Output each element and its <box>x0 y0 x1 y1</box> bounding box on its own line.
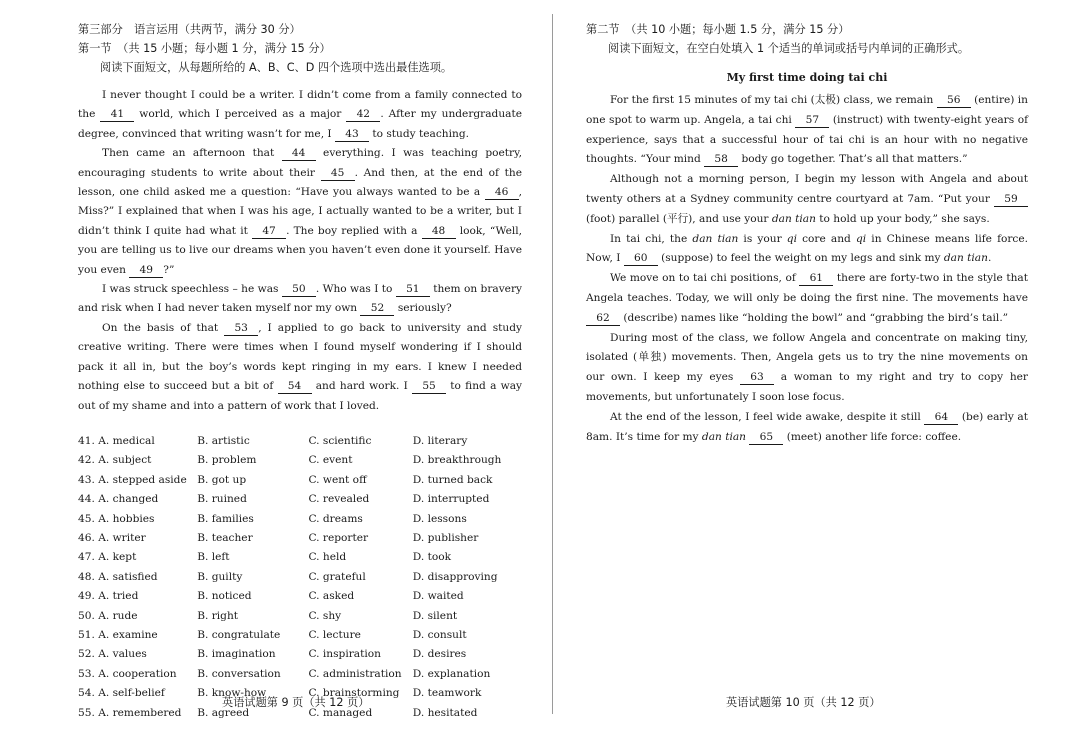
option-row <box>78 607 522 626</box>
blank-55: 55 <box>412 380 446 394</box>
fill-paragraph-4: We move on to tai chi positions, of 61 there are forty-two in the style that Angela teaches. Today, we will only be doing the first nine. The movements have 62 (describe) names like “holding the bowl” and “grabbing the bird’s tail.” <box>586 272 1028 324</box>
cloze-paragraph-4: On the basis of that 53 , I applied to go back to university and study creative writing. There were times when I found myself wondering if I should pack it all in, but the boy’s words kept ringing in my ears. I knew I needed nothing else to succeed but a bit of 54 and hard work. I 55 to find a way out of my shame and into a pattern of work that I loved. <box>78 321 522 412</box>
cloze-paragraph-2: Then came an afternoon that 44 everything. I was teaching poetry, encouraging students to write about their 45 . And then, at the end of the lesson, one child asked me a question: “Have you always wanted to be a 46 , Miss?” I explained that when I was his age, I actually wanted to be a writer, but I didn’t think I quite had what it 47 . The boy replied with a 48 look, “Well, you are telling us to live our dreams when you haven’t even done it yourself. Have you even 49 ?” <box>78 147 523 276</box>
option-c: C. revealed <box>308 493 370 506</box>
option-row <box>78 471 522 490</box>
option-c: C. grateful <box>308 570 366 583</box>
option-a: 46. A. writer <box>78 531 146 544</box>
option-row <box>78 432 522 451</box>
blank-54: 54 <box>278 380 312 394</box>
option-d: D. lessons <box>412 512 467 525</box>
option-b: B. ruined <box>197 493 247 506</box>
option-d: D. explanation <box>412 667 491 680</box>
blank-44: 44 <box>282 147 316 161</box>
option-a: 52. A. values <box>78 648 147 661</box>
blank-59: 59 <box>994 193 1028 207</box>
cloze-paragraph-1: I never thought I could be a writer. I didn’t come from a family connected to the 41 world, which I perceived as a major 42 . After my undergraduate degree, convinced that writing wasn’t for me, I 43 to study teaching. <box>78 89 522 140</box>
option-a: 42. A. subject <box>78 454 152 467</box>
fill-paragraph-6: At the end of the lesson, I feel wide awake, despite it still 64 (be) early at 8am. It’s time for my dan tian 65 (meet) another life force: coffee. <box>586 410 1029 443</box>
option-c: C. went off <box>308 473 367 486</box>
section-one-instruction: 阅读下面短文，从每题所给的 A、B、C、D 四个选项中选出最佳选项。 <box>100 61 453 74</box>
option-a: 44. A. changed <box>78 493 159 506</box>
option-d: D. waited <box>412 590 464 603</box>
passage-title: My first time doing tai chi <box>726 71 888 84</box>
option-b: B. got up <box>197 473 247 486</box>
option-b: B. right <box>197 609 239 622</box>
option-b: B. congratulate <box>197 628 281 641</box>
option-row <box>78 665 522 684</box>
option-a: 50. A. rude <box>78 609 138 622</box>
option-a: 48. A. satisfied <box>78 570 158 583</box>
fill-paragraph-5: During most of the class, we follow Angela and concentrate on making tiny, isolated (单独) movements. Then, Angela gets us to try the nine movements on our own. I keep my eyes 63 a woman to my right and try to copy her movements, but unfortunately I soon lose focus. <box>586 331 1028 403</box>
option-a: 54. A. self-belief <box>78 687 165 700</box>
blank-51: 51 <box>396 283 430 297</box>
grammar-fill-passage <box>586 91 1028 447</box>
option-row <box>78 645 522 664</box>
option-d: D. desires <box>412 648 467 661</box>
option-c: C. shy <box>308 609 342 622</box>
blank-42: 42 <box>346 108 380 122</box>
option-c: C. scientific <box>308 434 372 447</box>
option-a: 43. A. stepped aside <box>78 473 187 486</box>
option-b: B. left <box>197 551 230 564</box>
option-d: D. consult <box>412 628 467 641</box>
blank-64: 64 <box>924 411 958 425</box>
option-d: D. interrupted <box>412 493 490 506</box>
option-c: C. held <box>308 551 347 564</box>
option-b: B. noticed <box>197 590 252 603</box>
option-row <box>78 587 522 606</box>
option-c: C. asked <box>308 590 355 603</box>
option-b: B. conversation <box>197 667 281 680</box>
option-b: B. know-how <box>197 687 267 700</box>
option-row <box>78 626 522 645</box>
option-d: D. hesitated <box>412 706 478 719</box>
fill-paragraph-1: For the first 15 minutes of my tai chi (太极) class, we remain 56 (entire) in one spot to warm up. Angela, a tai chi 57 (instruct) with twenty-eight years of experience, says that a successful hour of tai chi is an hour with no negative thoughts. “Your mind 58 body go together. That’s all that matters.” <box>586 94 1029 166</box>
option-a: 41. A. medical <box>78 434 155 447</box>
option-d: D. breakthrough <box>412 454 502 467</box>
option-row <box>78 451 522 470</box>
blank-56: 56 <box>937 94 971 108</box>
option-d: D. teamwork <box>412 687 482 700</box>
blank-43: 43 <box>335 128 369 142</box>
blank-41: 41 <box>100 108 134 122</box>
blank-49: 49 <box>129 264 163 278</box>
blank-62: 62 <box>586 312 620 326</box>
option-b: B. guilty <box>197 570 243 583</box>
blank-53: 53 <box>224 322 258 336</box>
option-b: B. imagination <box>197 648 276 661</box>
option-b: B. teacher <box>197 531 253 544</box>
blank-60: 60 <box>624 252 658 266</box>
option-row <box>78 490 522 509</box>
option-a: 53. A. cooperation <box>78 667 177 680</box>
option-row <box>78 529 522 548</box>
blank-61: 61 <box>799 272 833 286</box>
blank-45: 45 <box>321 167 355 181</box>
blank-52: 52 <box>360 302 394 316</box>
option-c: C. administration <box>308 667 402 680</box>
fill-paragraph-2: Although not a morning person, I begin my lesson with Angela and about twenty others at a Sydney community centre courtyard at 7am. “Put your 59 (foot) parallel (平行), and use your dan tian to hold up your body,” she says. <box>586 173 1028 225</box>
option-d: D. disapproving <box>412 570 498 583</box>
answer-options <box>78 432 522 723</box>
section-two-instruction: 阅读下面短文，在空白处填入 1 个适当的单词或括号内单词的正确形式。 <box>608 42 970 55</box>
option-c: C. reporter <box>308 531 369 544</box>
part-title: 第三部分 语言运用（共两节，满分 30 分） <box>78 23 301 36</box>
option-a: 51. A. examine <box>78 628 158 641</box>
option-d: D. publisher <box>412 531 479 544</box>
option-row <box>78 510 522 529</box>
blank-46: 46 <box>485 186 519 200</box>
page-footer-10: 英语试题第 10 页（共 12 页） <box>726 696 881 709</box>
option-a: 47. A. kept <box>78 551 137 564</box>
option-d: D. took <box>412 551 452 564</box>
section-two-title: 第二节 （共 10 小题；每小题 1.5 分，满分 15 分） <box>586 23 850 36</box>
option-b: B. problem <box>197 454 257 467</box>
option-row <box>78 548 522 567</box>
page-footer-9: 英语试题第 9 页（共 12 页） <box>222 696 370 709</box>
option-a: 45. A. hobbies <box>78 512 155 525</box>
option-c: C. event <box>308 454 353 467</box>
fill-paragraph-3: In tai chi, the dan tian is your qi core and qi in Chinese means life force. Now, I 60 (suppose) to feel the weight on my legs and sink my dan tian. <box>586 232 1029 265</box>
option-c: C. lecture <box>308 628 361 641</box>
option-d: D. turned back <box>412 473 493 486</box>
blank-50: 50 <box>282 283 316 297</box>
option-c: C. brainstorming <box>308 687 400 700</box>
cloze-paragraph-3: I was struck speechless – he was 50 . Who was I to 51 them on bravery and risk when I had never taken myself nor my own 52 seriously? <box>78 283 523 315</box>
page-divider <box>552 14 553 714</box>
section-one-title: 第一节 （共 15 小题；每小题 1 分，满分 15 分） <box>78 42 331 55</box>
blank-57: 57 <box>795 114 829 128</box>
option-c: C. inspiration <box>308 648 381 661</box>
blank-47: 47 <box>252 225 286 239</box>
option-d: D. silent <box>412 609 458 622</box>
option-b: B. families <box>197 512 254 525</box>
blank-65: 65 <box>749 431 783 445</box>
option-c: C. managed <box>308 706 373 719</box>
right-page <box>556 0 1080 730</box>
option-a: 49. A. tried <box>78 590 139 603</box>
option-a: 55. A. remembered <box>78 706 182 719</box>
option-b: B. artistic <box>197 434 250 447</box>
option-row <box>78 568 522 587</box>
blank-63: 63 <box>740 371 774 385</box>
option-b: B. agreed <box>197 706 250 719</box>
option-c: C. dreams <box>308 512 363 525</box>
option-d: D. literary <box>412 434 468 447</box>
cloze-passage <box>78 86 522 416</box>
blank-58: 58 <box>704 153 738 167</box>
blank-48: 48 <box>422 225 456 239</box>
